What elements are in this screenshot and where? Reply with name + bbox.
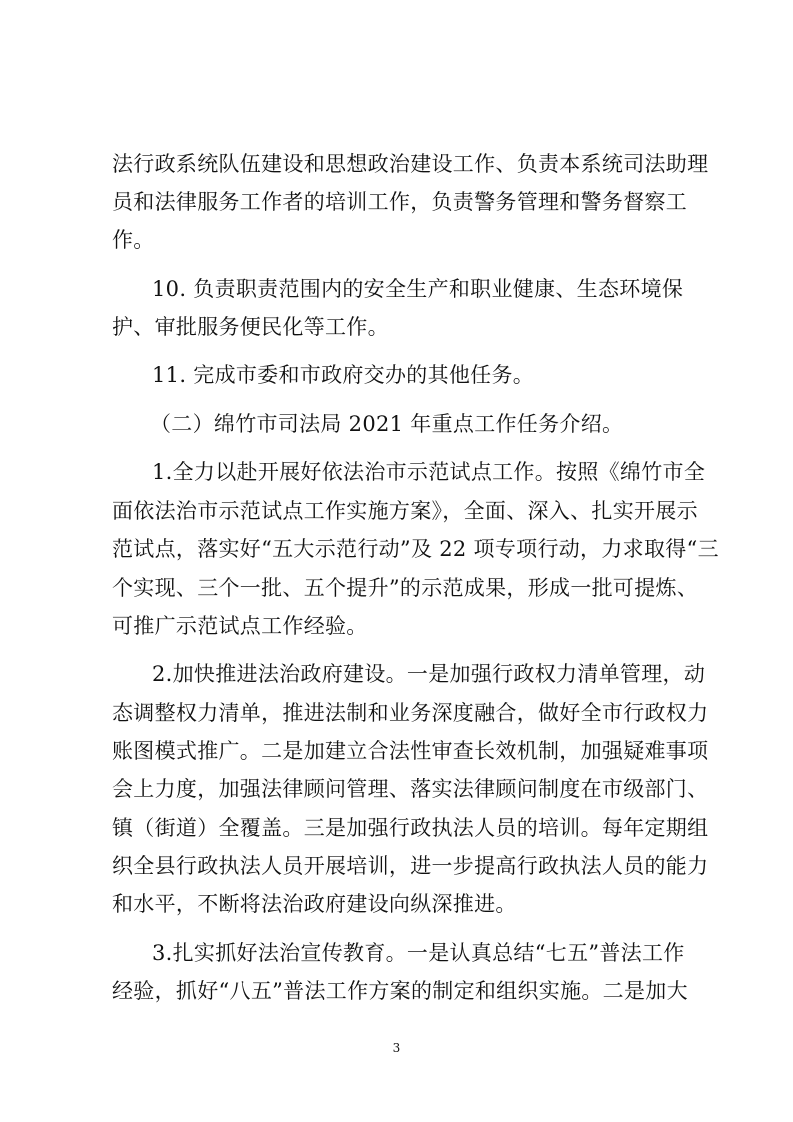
text-line: 1.全力以赴开展好依法治市示范试点工作。按照《绵竹市全 [152,460,706,484]
text-line: 法行政系统队伍建设和思想政治建设工作、负责本系统司法助理 [112,152,709,176]
text-line: 2.加快推进法治政府建设。一是加强行政权力清单管理，动 [152,662,706,686]
text-line: 账图模式推广。二是加建立合法性审查长效机制，加强疑难事项 [112,739,709,763]
section-heading: （二）绵竹市司法局 2021 年重点工作任务介绍。 [150,412,624,436]
text-line: 可推广示范试点工作经验。 [112,614,368,638]
text-line: 10. 负责职责范围内的安全生产和职业健康、生态环境保 [152,277,684,301]
text-line: 作。 [112,228,155,252]
text-line: 经验，抓好“八五”普法工作方案的制定和组织实施。二是加大 [112,979,688,1003]
page-number: 3 [392,1041,401,1055]
text-line: 个实现、三个一批、五个提升”的示范成果，形成一批可提炼、 [112,576,699,600]
text-line: 会上力度，加强法律顾问管理、落实法律顾问制度在市级部门、 [112,777,709,801]
text-line: 11. 完成市委和市政府交办的其他任务。 [152,363,535,387]
text-line: 3.扎实抓好法治宣传教育。一是认真总结“七五”普法工作 [152,941,685,965]
text-line: 和水平，不断将法治政府建设向纵深推进。 [112,892,517,916]
text-line: 范试点，落实好“五大示范行动”及 22 项专项行动，力求取得“三 [112,537,719,561]
text-line: 镇（街道）全覆盖。三是加强行政执法人员的培训。每年定期组 [112,816,709,840]
text-line: 织全县行政执法人员开展培训，进一步提高行政执法人员的能力 [112,854,709,878]
text-line: 面依法治市示范试点工作实施方案》，全面、深入、扎实开展示 [112,499,698,523]
text-line: 护、审批服务便民化等工作。 [112,315,389,339]
text-line: 员和法律服务工作者的培训工作，负责警务管理和警务督察工 [112,190,688,214]
text-line: 态调整权力清单，推进法制和业务深度融合，做好全市行政权力 [112,701,709,725]
